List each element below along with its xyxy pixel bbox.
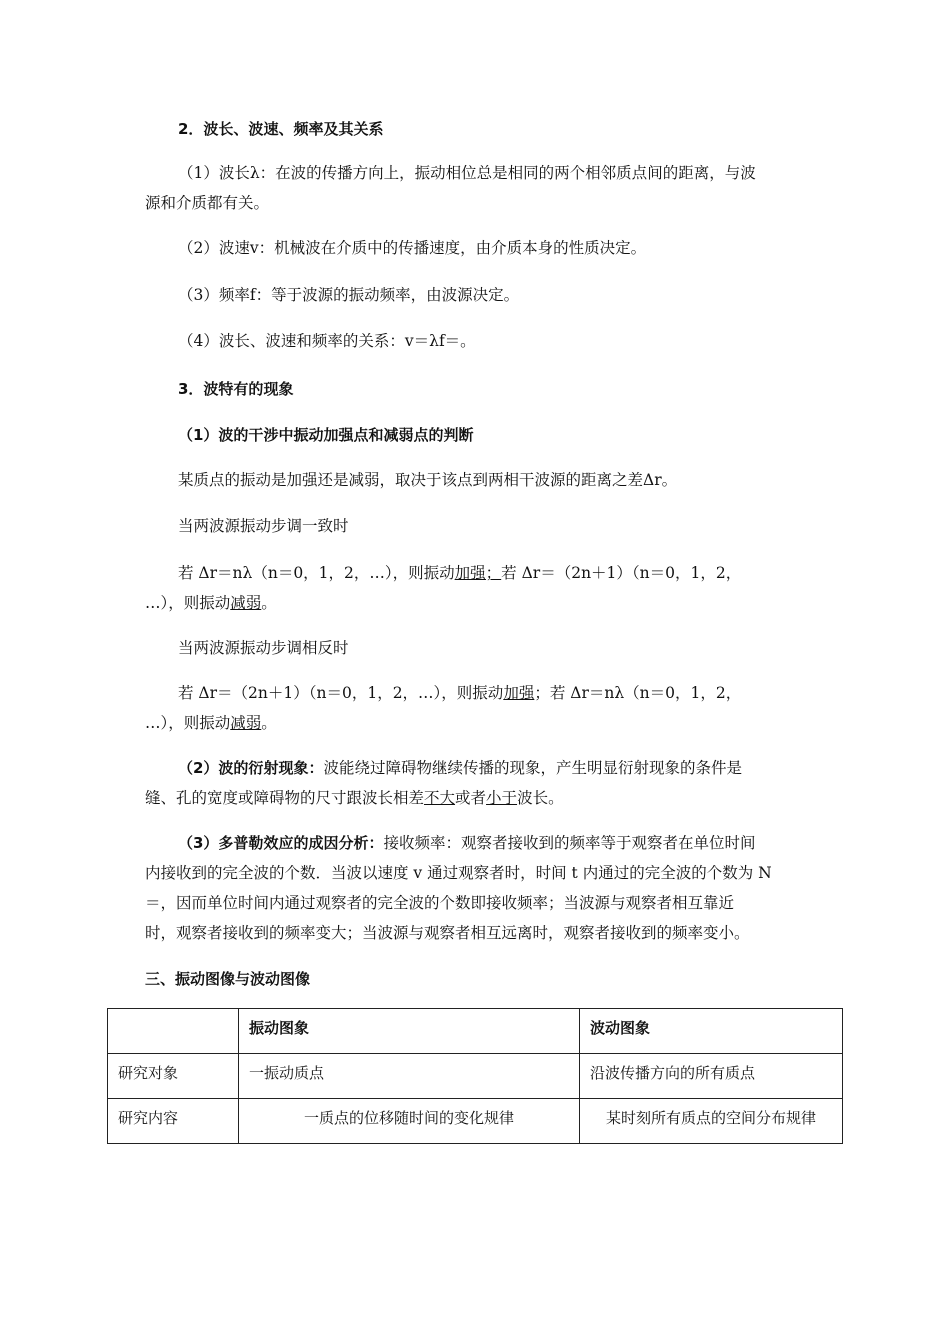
paragraph-same-phase: 当两波源振动步调一致时 — [178, 517, 349, 535]
paragraph-doppler-2: 内接收到的完全波的个数．当波以速度 v 通过观察者时，时间 t 内通过的完全波的个数为 N — [145, 864, 772, 882]
text: 缝、孔的宽度或障碍物的尺寸跟波长相差 — [145, 789, 425, 807]
table-header-row — [108, 1009, 843, 1054]
comparison-table — [107, 1008, 843, 1144]
text: 波能绕过障碍物继续传播的现象，产生明显衍射现象的条件是 — [323, 759, 742, 777]
underlined-answer: 加强 — [503, 684, 535, 702]
paragraph-same-phase-rule-2 — [145, 593, 810, 613]
table-header-cell: 振动图象 — [239, 1009, 580, 1054]
underlined-answer: 减弱 — [230, 714, 262, 732]
text: ；若 Δr＝nλ（n＝0，1，2， — [534, 684, 742, 702]
paragraph-diffraction-1 — [178, 758, 843, 778]
underlined-answer: 加强； — [454, 564, 502, 582]
paragraph-interference-intro: 某质点的振动是加强还是减弱，取决于该点到两相干波源的距离之差Δr。 — [178, 471, 678, 489]
paragraph-doppler-4: 时，观察者接收到的频率变大；当波源与观察者相互远离时，观察者接收到的频率变小。 — [145, 924, 750, 942]
table-cell: 一质点的位移随时间的变化规律 — [239, 1099, 580, 1144]
paragraph-opposite-phase: 当两波源振动步调相反时 — [178, 639, 349, 657]
table-cell: 某时刻所有质点的空间分布规律 — [580, 1099, 843, 1144]
paragraph-opposite-phase-rule-2 — [145, 713, 810, 733]
paragraph-opposite-phase-rule-1 — [178, 683, 843, 703]
subsection-interference: （1）波的干涉中振动加强点和减弱点的判断 — [178, 426, 474, 444]
paragraph-frequency: （3）频率f：等于波源的振动频率，由波源决定。 — [178, 286, 520, 304]
paragraph-diffraction-2 — [145, 788, 810, 808]
text: 若 Δr＝（2n＋1）（n＝0，1，2，…），则振动 — [178, 684, 504, 702]
table-header-cell: 波动图象 — [580, 1009, 843, 1054]
underlined-answer: 小于 — [486, 789, 518, 807]
bold-heading: （3）多普勒效应的成因分析： — [178, 834, 384, 852]
table-cell: 沿波传播方向的所有质点 — [580, 1054, 843, 1099]
text: 若 Δr＝（2n＋1）（n＝0，1，2， — [501, 564, 742, 582]
underlined-answer: 不大 — [424, 789, 456, 807]
text: 。 — [261, 714, 277, 732]
table-row — [108, 1099, 843, 1144]
section-title-4: 三、振动图像与波动图像 — [145, 970, 311, 988]
text: 接收频率：观察者接收到的频率等于观察者在单位时间 — [383, 834, 756, 852]
paragraph-wavelength-1: （1）波长λ：在波的传播方向上，振动相位总是相同的两个相邻质点间的距离，与波 — [178, 164, 756, 182]
paragraph-doppler-3: ＝，因而单位时间内通过观察者的完全波的个数即接收频率；当波源与观察者相互靠近 — [145, 894, 735, 912]
paragraph-doppler-1 — [178, 833, 843, 853]
text: …），则振动 — [145, 594, 231, 612]
underlined-answer: 减弱 — [230, 594, 262, 612]
text: …），则振动 — [145, 714, 231, 732]
section-title-2: 2．波长、波速、频率及其关系 — [178, 120, 384, 138]
text: 或者 — [455, 789, 487, 807]
section-title-3: 3．波特有的现象 — [178, 380, 294, 398]
paragraph-wavelength-2: 源和介质都有关。 — [145, 194, 270, 212]
table-cell: 研究对象 — [108, 1054, 239, 1099]
text: 若 Δr＝nλ（n＝0，1，2，…），则振动 — [178, 564, 455, 582]
paragraph-wave-speed: （2）波速v：机械波在介质中的传播速度，由介质本身的性质决定。 — [178, 239, 647, 257]
table-row — [108, 1054, 843, 1099]
paragraph-relation: （4）波长、波速和频率的关系：v＝λf＝。 — [178, 332, 476, 350]
table-header-cell — [108, 1009, 239, 1054]
text: 。 — [261, 594, 277, 612]
text: 波长。 — [517, 789, 564, 807]
bold-heading: （2）波的衍射现象： — [178, 759, 324, 777]
table-cell: 一振动质点 — [239, 1054, 580, 1099]
paragraph-same-phase-rule-1 — [178, 563, 843, 583]
table-cell: 研究内容 — [108, 1099, 239, 1144]
